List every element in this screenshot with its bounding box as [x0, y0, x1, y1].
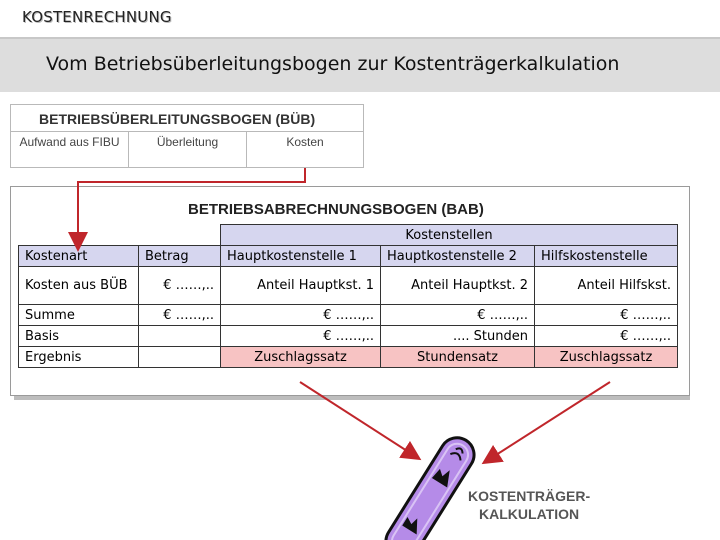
cell-betrag: € ……,..: [139, 305, 221, 326]
kostenstellen-header: Kostenstellen: [221, 225, 678, 246]
arrow-zuschlag-to-kalkulation: [300, 382, 418, 458]
bub-title: BETRIEBSÜBERLEITUNGSBOGEN (BÜB): [39, 111, 316, 127]
kostentraeger-line2: KALKULATION: [479, 506, 580, 522]
bub-col-ueberleitung: Überleitung: [129, 132, 247, 168]
row-label: Basis: [19, 326, 139, 347]
cell-h2-result: Stundensatz: [381, 347, 535, 368]
section-title: KOSTENRECHNUNG: [22, 8, 172, 26]
bub-col-aufwand: Aufwand aus FIBU: [11, 132, 129, 168]
row-label: Ergebnis: [19, 347, 139, 368]
cell-h2: Anteil Hauptkst. 2: [381, 267, 535, 305]
col-hauptkostenstelle-1: Hauptkostenstelle 1: [221, 246, 381, 267]
cell-hilf: Anteil Hilfskst.: [535, 267, 678, 305]
col-kostenart: Kostenart: [19, 246, 139, 267]
bub-col-kosten: Kosten: [286, 135, 324, 149]
slide-subtitle: Vom Betriebsüberleitungsbogen zur Kostenträgerkalkulation: [46, 53, 620, 75]
cell-h2: .... Stunden: [381, 326, 535, 347]
col-hauptkostenstelle-2: Hauptkostenstelle 2: [381, 246, 535, 267]
row-label: Summe: [19, 305, 139, 326]
cell-h1: € ……,..: [221, 305, 381, 326]
bab-title: BETRIEBSABRECHNUNGSBOGEN (BAB): [188, 201, 484, 218]
arrow-hilf-to-kalkulation: [485, 382, 610, 462]
cell-hilf-result: Zuschlagssatz: [535, 347, 678, 368]
col-hilfskostenstelle: Hilfskostenstelle: [535, 246, 678, 267]
row-label: Kosten aus BÜB: [19, 267, 139, 305]
kostentraeger-line1: KOSTENTRÄGER-: [468, 488, 591, 504]
cell-hilf: € ……,..: [535, 305, 678, 326]
col-betrag: Betrag: [139, 246, 221, 267]
cell-hilf: € ……,..: [535, 326, 678, 347]
cell-betrag: € ……,..: [139, 267, 221, 305]
cell-h1: € ……,..: [221, 326, 381, 347]
snowboard-icon: [380, 431, 481, 540]
cell-h1-result: Zuschlagssatz: [221, 347, 381, 368]
cell-h2: € ……,..: [381, 305, 535, 326]
cell-h1: Anteil Hauptkst. 1: [221, 267, 381, 305]
arrow-bub-to-bab: [78, 168, 305, 248]
